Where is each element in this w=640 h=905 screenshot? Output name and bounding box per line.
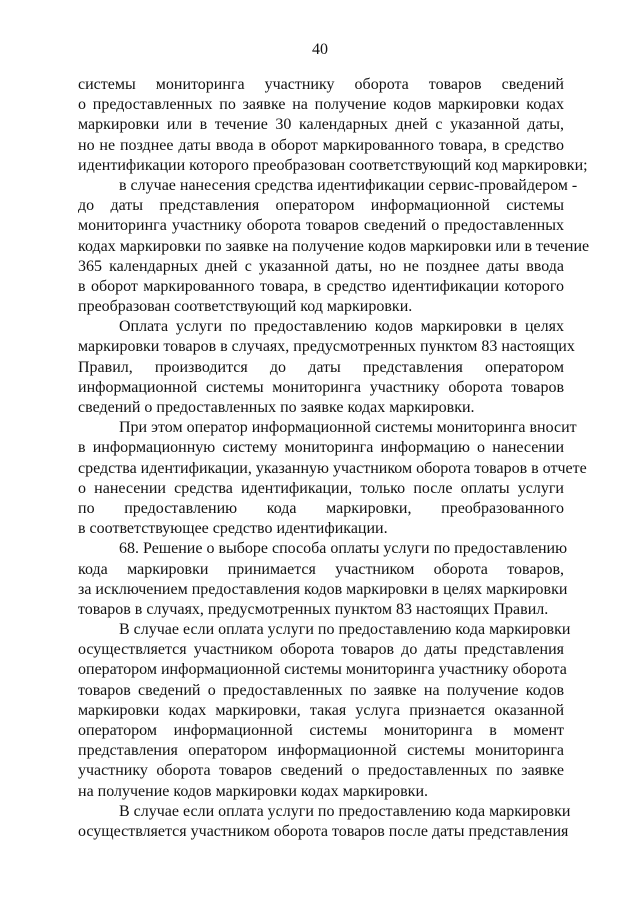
text-line: 365 календарных дней с указанной даты, но не позднее даты ввода [78,257,564,275]
text-line: оператором информационной системы мониторинга участнику оборота [78,661,567,679]
text-line: 68. Решение о выборе способа оплаты услуги по предоставлению [119,540,568,558]
text-line: в информационную систему мониторинга информацию о нанесении [78,439,564,457]
text-line: маркировки товаров в случаях, предусмотренных пунктом 83 настоящих [78,338,575,356]
text-line: товаров в случаях, предусмотренных пунктом 83 настоящих Правил. [78,600,549,618]
paragraph [78,418,587,539]
text-line: товаров сведений о предоставленных по заявке на получение кодов [78,681,564,699]
text-line: Оплата услуги по предоставлению кодов маркировки в целях [119,318,564,336]
page-number: 40 [312,41,328,58]
text-line: в случае нанесения средства идентификации сервис-провайдером - [119,176,578,194]
text-line: за исключением предоставления кодов маркировки в целях маркировки [78,580,568,598]
text-line: на получение кодов маркировки кодах маркировки. [78,782,428,800]
text-line: Правил, производится до даты представления оператором [78,358,564,376]
text-line: маркировки кодах маркировки, такая услуга признается оказанной [78,701,564,719]
text-line: но не позднее даты ввода в оборот маркированного товара, в средство [78,136,564,154]
text-line: осуществляется участником оборота товаров до даты представления [78,641,564,659]
text-line: идентификации которого преобразован соответствующий код маркировки; [78,156,588,174]
text-line: сведений о предоставленных по заявке кодах маркировки. [78,399,475,416]
paragraph [78,317,575,418]
text-line: кодах маркировки по заявке на получение кодов маркировки или в течение [78,237,590,255]
paragraph [78,539,568,620]
text-line: В случае если оплата услуги по предоставлению кода маркировки [119,621,571,639]
text-line: маркировки или в течение 30 календарных дней с указанной даты, [78,116,564,134]
text-line: по предоставлению кода маркировки, преобразованного [78,499,564,517]
text-line: информационной системы мониторинга участнику оборота товаров [78,378,564,396]
paragraph [78,802,571,842]
paragraph [78,620,571,802]
text-line: о нанесении средства идентификации, только после оплаты услуги [78,479,564,497]
text-line: системы мониторинга участнику оборота товаров сведений [78,76,564,93]
text-line: до даты представления оператором информационной системы [78,197,564,215]
paragraph [78,75,588,176]
text-line: мониторинга участнику оборота товаров сведений о предоставленных [78,217,564,235]
text-line: средства идентификации, указанную участником оборота товаров в отчете [78,459,587,477]
text-line: преобразован соответствующий код маркировки. [78,298,413,316]
text-line: оператором информационной системы мониторинга в момент [78,722,564,739]
text-line: В случае если оплата услуги по предоставлению кода маркировки [119,802,571,820]
text-line: представления оператором информационной системы мониторинга [78,742,564,760]
text-line: кода маркировки принимается участником оборота товаров, [78,560,564,578]
text-line: осуществляется участником оборота товаров после даты представления [78,822,569,840]
text-line: При этом оператор информационной системы мониторинга вносит [119,419,577,437]
text-line: о предоставленных по заявке на получение кодов маркировки кодах [78,96,564,114]
text-line: в соответствующее средство идентификации. [78,520,388,538]
paragraph [78,176,590,317]
text-line: в оборот маркированного товара, в средство идентификации которого [78,277,564,295]
text-line: участнику оборота товаров сведений о предоставленных по заявке [78,762,564,780]
document-body [78,75,590,842]
